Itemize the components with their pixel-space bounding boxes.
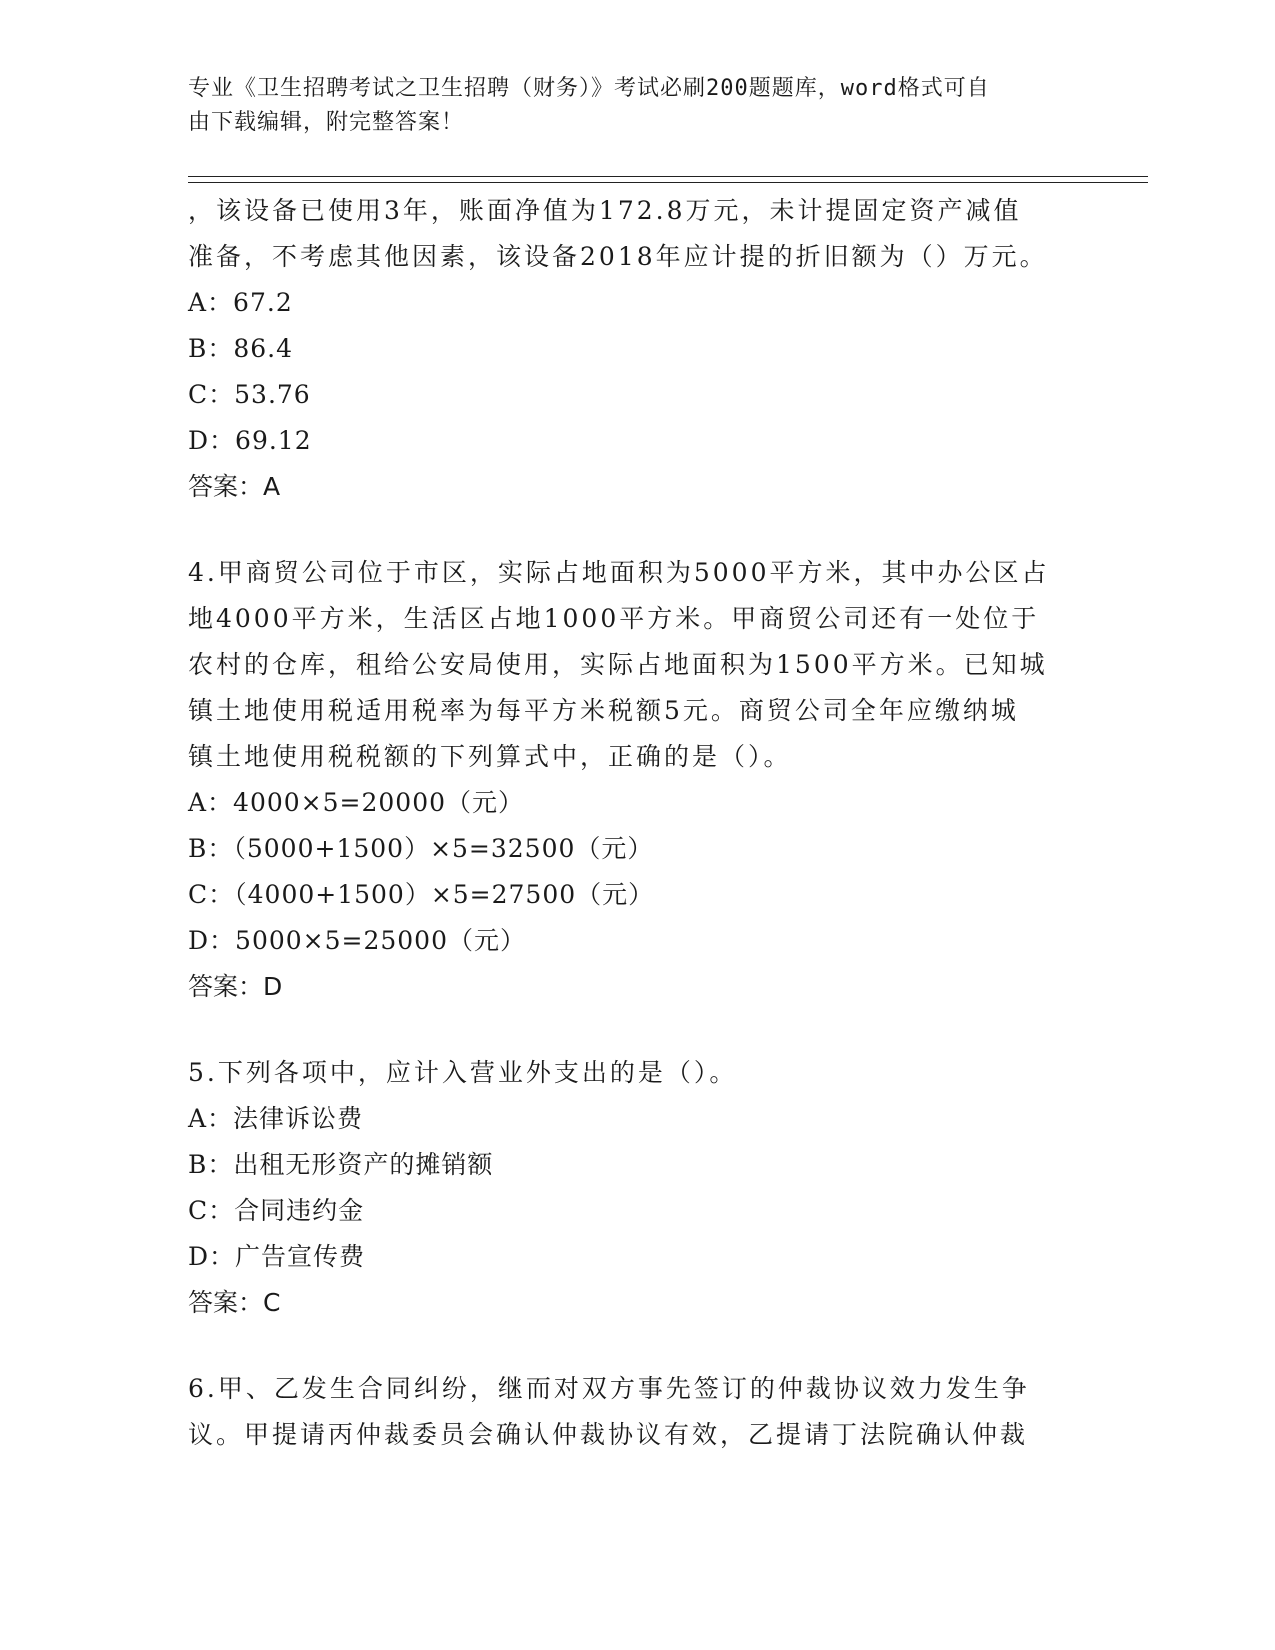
question-stem-line: 农村的仓库，租给公安局使用，实际占地面积为1500平方米。已知城 <box>188 650 1048 679</box>
question-stem-line: 准备，不考虑其他因素，该设备2018年应计提的折旧额为（）万元。 <box>188 242 1048 271</box>
question-3 <box>188 188 1088 510</box>
option-d: D：69.12 <box>188 426 312 455</box>
option-d: D：广告宣传费 <box>188 1242 366 1271</box>
option-b: B：出租无形资产的摊销额 <box>188 1150 494 1179</box>
header-divider-top <box>188 176 1148 177</box>
option-c: C：53.76 <box>188 380 311 409</box>
question-list <box>188 188 1088 1458</box>
question-stem-line: ，该设备已使用3年，账面净值为172.8万元，未计提固定资产减值 <box>188 196 1022 225</box>
option-a: A：4000×5=20000（元） <box>188 788 525 817</box>
answer-line: 答案：C <box>188 1288 281 1317</box>
option-d: D：5000×5=25000（元） <box>188 926 526 955</box>
option-b: B：（5000+1500）×5=32500（元） <box>188 834 654 863</box>
option-c: C：合同违约金 <box>188 1196 365 1225</box>
option-a: A：67.2 <box>188 288 293 317</box>
question-stem-line: 地4000平方米，生活区占地1000平方米。甲商贸公司还有一处位于 <box>188 604 1040 633</box>
header-line-1: 专业《卫生招聘考试之卫生招聘（财务）》考试必刷200题题库，word格式可自 <box>188 76 990 101</box>
header-divider-bottom <box>188 182 1148 183</box>
question-stem-line: 6.甲、乙发生合同纠纷，继而对双方事先签订的仲裁协议效力发生争 <box>188 1374 1030 1403</box>
option-c: C：（4000+1500）×5=27500（元） <box>188 880 655 909</box>
question-stem-line: 镇土地使用税适用税率为每平方米税额5元。商贸公司全年应缴纳城 <box>188 696 1019 725</box>
question-4 <box>188 550 1088 1010</box>
question-stem-line: 镇土地使用税税额的下列算式中，正确的是（）。 <box>188 742 792 771</box>
question-stem-line: 4.甲商贸公司位于市区，实际占地面积为5000平方米，其中办公区占 <box>188 558 1050 587</box>
answer-line: 答案：D <box>188 972 283 1001</box>
question-5 <box>188 1050 1088 1326</box>
option-b: B：86.4 <box>188 334 294 363</box>
option-a: A：法律诉讼费 <box>188 1104 364 1133</box>
question-stem-line: 议。甲提请丙仲裁委员会确认仲裁协议有效，乙提请丁法院确认仲裁 <box>188 1420 1029 1449</box>
header-line-2: 由下载编辑，附完整答案！ <box>188 110 465 135</box>
question-6 <box>188 1366 1088 1458</box>
document-header <box>188 72 1088 140</box>
answer-line: 答案：A <box>188 472 281 501</box>
question-stem-line: 5.下列各项中，应计入营业外支出的是（）。 <box>188 1058 738 1087</box>
